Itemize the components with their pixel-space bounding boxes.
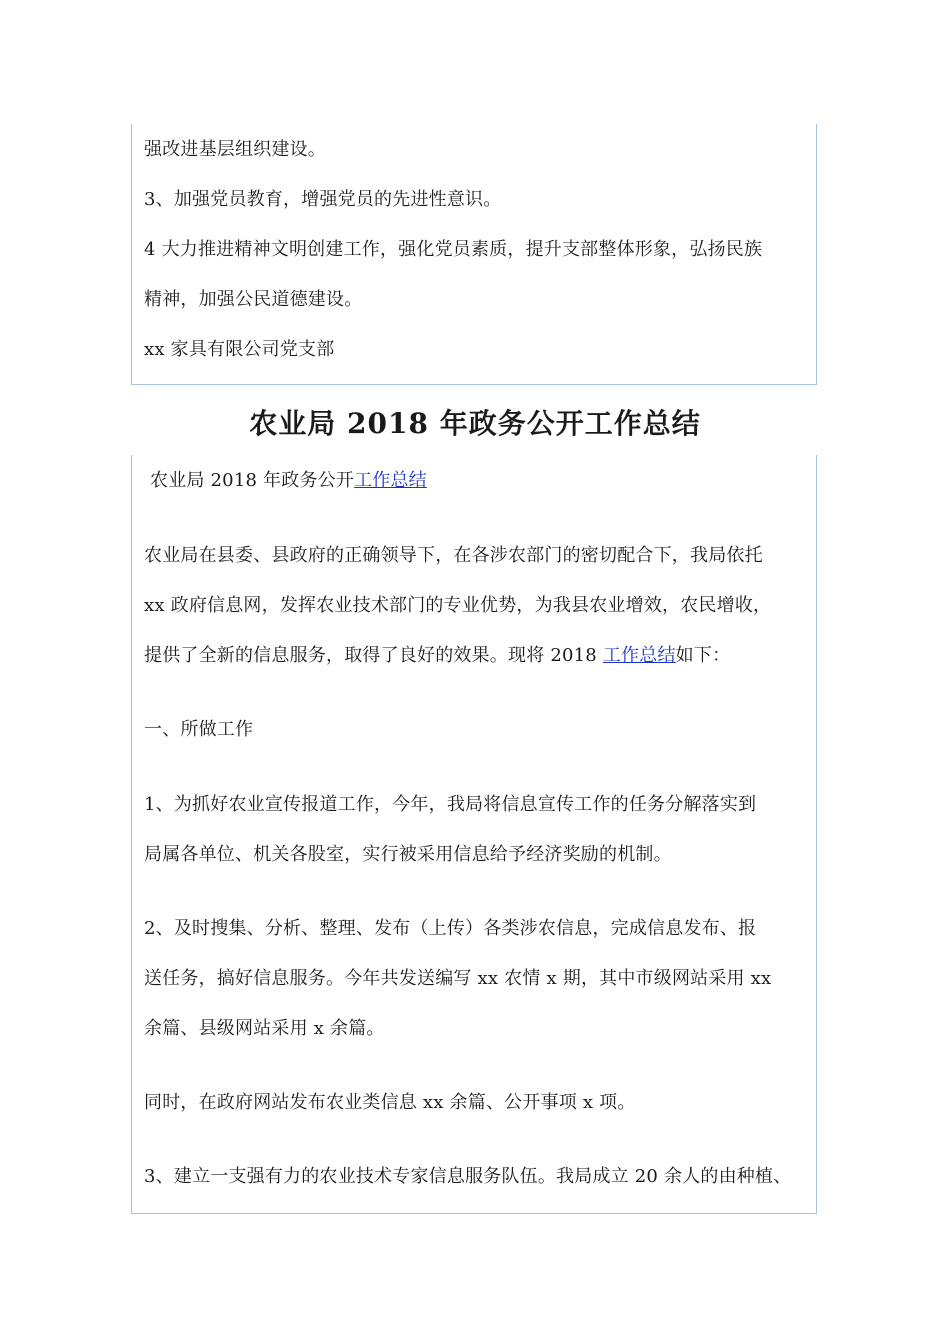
text-line: 3、建立一支强有力的农业技术专家信息服务队伍。我局成立 20 余人的由种植、: [144, 1166, 792, 1187]
text-line: [144, 644, 730, 668]
text-line: 农业局在县委、县政府的正确领导下，在各涉农部门的密切配合下，我局依托: [144, 545, 763, 566]
section-heading: 一、所做工作: [144, 719, 254, 740]
signature: xx 家具有限公司党支部: [144, 339, 335, 360]
text-line: 强改进基层组织建设。: [144, 139, 326, 160]
work-summary-link[interactable]: 工作总结: [354, 470, 427, 491]
text-line: 送任务，搞好信息服务。今年共发送编写 xx 农情 x 期，其中市级网站采用 xx: [144, 968, 772, 989]
text-line: 局属各单位、机关各股室，实行被采用信息给予经济奖励的机制。: [144, 844, 672, 865]
text-segment: 提供了全新的信息服务，取得了良好的效果。现将 2018: [144, 645, 603, 666]
text-line: 4 大力推进精神文明创建工作，强化党员素质，提升支部整体形象，弘扬民族: [144, 239, 763, 260]
text-line: 余篇、县级网站采用 x 余篇。: [144, 1018, 385, 1039]
text-line: 1、为抓好农业宣传报道工作，今年，我局将信息宣传工作的任务分解落实到: [144, 794, 757, 815]
work-summary-link[interactable]: 工作总结: [602, 645, 676, 666]
subtitle-text: 农业局 2018 年政务公开: [150, 470, 355, 491]
text-line: 3、加强党员教育，增强党员的先进性意识。: [144, 189, 502, 210]
article-title: 农业局 2018 年政务公开工作总结: [249, 407, 701, 440]
text-line: 2、及时搜集、分析、整理、发布（上传）各类涉农信息，完成信息发布、报: [144, 918, 757, 939]
text-segment: 如下：: [675, 645, 731, 666]
text-line: xx 政府信息网，发挥农业技术部门的专业优势，为我县农业增效，农民增收，: [144, 595, 772, 616]
article-subtitle: [150, 469, 427, 493]
text-line: 精神，加强公民道德建设。: [144, 289, 363, 310]
text-line: 同时，在政府网站发布农业类信息 xx 余篇、公开事项 x 项。: [144, 1092, 636, 1113]
